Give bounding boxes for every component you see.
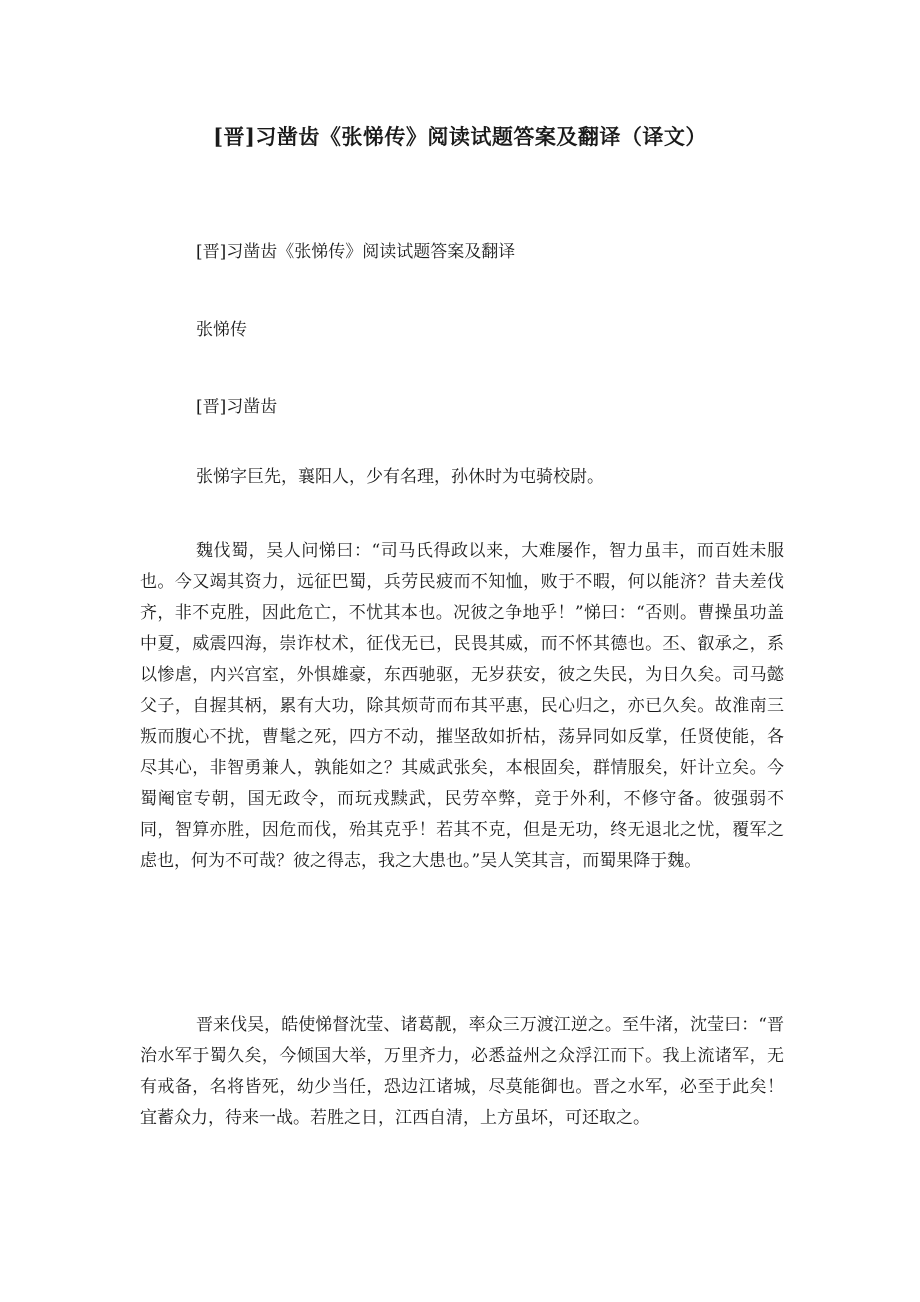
paragraph-intro: 张悌字巨先，襄阳人，少有名理，孙休时为屯骑校尉。 — [196, 467, 604, 487]
author-line: [晋]习凿齿 — [196, 397, 278, 417]
text-title: 张悌传 — [196, 320, 247, 340]
paragraph-jin-attacks-wu: 晋来伐吴，皓使悌督沈莹、诸葛靓，率众三万渡江逆之。至牛渚，沈莹曰：“晋治水军于蜀久矣，今倾国大举，万里齐力，必悉益州之众浮江而下。我上流诸军，无有戒备，名将皆死，幼少当任，恐边江诸城，尽莫能御也。晋之水军，必至于此矣！宜蓄众力，待来一战。若胜之日，江西自清，上方虽坏，可还取之。 — [140, 1015, 784, 1128]
paragraph-wei-conquers-shu: 魏伐蜀，吴人问悌曰：“司马氏得政以来，大难屡作，智力虽丰，而百姓未服也。今又竭其资力，远征巴蜀，兵劳民疲而不知恤，败于不暇，何以能济？昔夫差伐齐，非不克胜，因此危亡，不忧其本也。况彼之争地乎！”悌曰：“否则。曹操虽功盖中夏，威震四海，崇诈杖术，征伐无已，民畏其威，而不怀其德也。丕、叡承之，系以惨虐，内兴宫室，外惧雄豪，东西驰驱，无岁获安，彼之失民，为日久矣。司马懿父子，自握其柄，累有大功，除其烦苛而布其平惠，民心归之，亦已久矣。故淮南三叛而腹心不扰，曹髦之死，四方不动，摧坚敌如折枯，荡异同如反掌，任贤使能，各尽其心，非智勇兼人，孰能如之？其威武张矣，本根固矣，群情服矣，奸计立矣。今蜀阉宦专朝，国无政令，而玩戎黩武，民劳卒弊，竞于外利，不修守备。彼强弱不同，智算亦胜，因危而伐，殆其克乎！若其不克，但是无功，终无退北之忧，覆军之虑也，何为不可哉？彼之得志，我之大患也。”吴人笑其言，而蜀果降于魏。 — [140, 541, 784, 871]
document-title: [晋]习凿齿《张悌传》阅读试题答案及翻译（译文） — [213, 124, 707, 149]
document-subtitle: [晋]习凿齿《张悌传》阅读试题答案及翻译 — [196, 242, 516, 262]
